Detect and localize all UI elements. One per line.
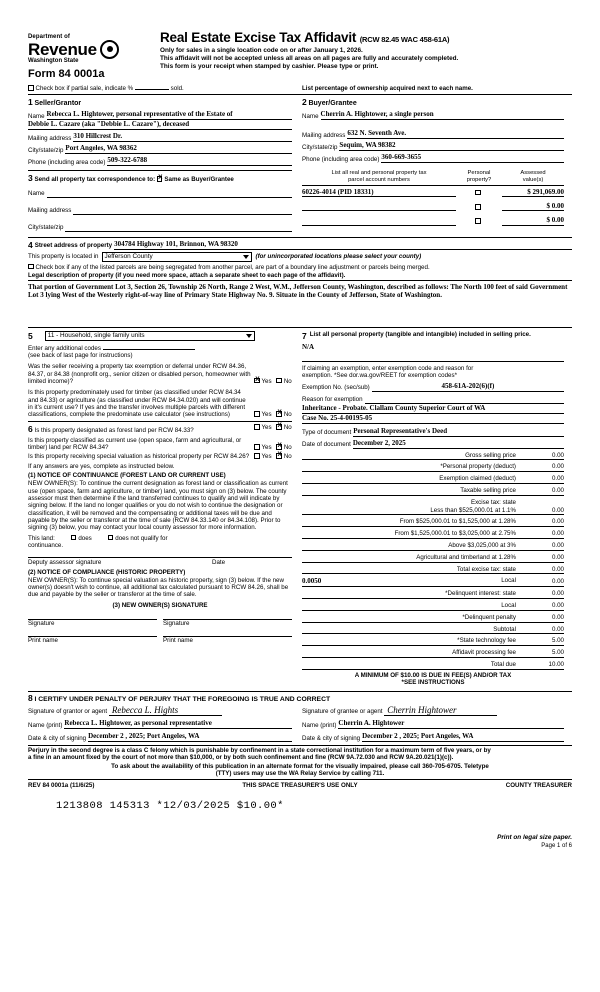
section-5-number: 5 bbox=[28, 330, 33, 341]
county-select-value: Jefferson County bbox=[104, 252, 153, 260]
assessed-value-input-1[interactable]: $ 291,069.00 bbox=[502, 188, 564, 197]
yes-label-4: Yes bbox=[261, 444, 272, 452]
section-8-title: I CERTIFY UNDER PENALTY OF PERJURY THAT THE FOREGOING IS TRUE AND CORRECT bbox=[34, 695, 331, 703]
tax-row-tier4-value[interactable]: 0.00 bbox=[516, 542, 564, 551]
tax-row-subtotal-value[interactable]: 0.00 bbox=[516, 626, 564, 635]
section-2-number: 2 bbox=[302, 96, 307, 107]
seller-exemption-question bbox=[28, 363, 292, 385]
seller-citystate-label: City/state/zip bbox=[28, 146, 64, 154]
timber-ag-question-body: Is this property predominately used for timber (as classified under RCW 84.34 and 84.33) or agriculture (as classified under RCW 84.34.020) and will continue in it's current use? If yes and the transfer involves multiple parcels with different classifications, complete the predominate use calculator (see instructions) bbox=[28, 389, 246, 419]
tax-row-total bbox=[302, 661, 564, 670]
continuance-heading: (1) NOTICE OF CONTINUANCE (FOREST LAND OR CURRENT USE) bbox=[28, 472, 226, 480]
perjury-line-2: a fine in an amount fixed by the court of not more than $10,000, or by both such confinement and fine (RCW 9A.72.030 and RCW 9A.20.021(1)(c)). bbox=[28, 754, 454, 762]
see-instructions-note: *SEE INSTRUCTIONS bbox=[401, 679, 465, 687]
page-title bbox=[160, 30, 572, 46]
seller-phone-input[interactable]: 509-322-6788 bbox=[107, 156, 292, 166]
tax-row-procfee bbox=[302, 649, 564, 658]
additional-codes-note: (see back of last page for instructions) bbox=[28, 351, 133, 359]
deputy-assessor-sig-label: Deputy assessor signature bbox=[28, 559, 102, 567]
grantor-date-input[interactable]: December 2 , 2025; Port Angeles, WA bbox=[88, 732, 292, 742]
corr-name-label: Name bbox=[28, 190, 45, 198]
county-row bbox=[28, 252, 572, 262]
corr-mailing-label: Mailing address bbox=[28, 207, 72, 215]
form-header bbox=[28, 30, 572, 81]
tax-row-gross bbox=[302, 452, 564, 461]
buyer-citystate-input[interactable]: Sequim, WA 98382 bbox=[339, 141, 564, 151]
local-rate-value[interactable]: 0.0050 bbox=[302, 577, 322, 586]
tax-row-tier2 bbox=[302, 518, 564, 527]
tax-row-subtotal-label: Subtotal bbox=[302, 626, 516, 635]
tax-row-exemption-value[interactable]: 0.00 bbox=[516, 475, 564, 484]
grantor-date-label: Date & city of signing bbox=[28, 734, 87, 742]
forest-land-question-text: Is this property designated as forest land per RCW 84.33? bbox=[34, 427, 194, 435]
parcel-number-input-2[interactable] bbox=[302, 202, 456, 211]
historic-compliance-paragraph: NEW OWNER(S): To continue special valuation as historic property, sign (3) below. If the new owner(s) doesn't wish to continue, all additional tax calculated pursuant to RCW 84.26, shall be due and payable by the seller or transferor at the time of sale. bbox=[28, 576, 289, 599]
tax-row-delint-local-label: Local bbox=[302, 602, 516, 611]
perjury-line-1: Perjury in the second degree is a class C felony which is punishable by confinement in a state correctional institution for a maximum term of five years, or by bbox=[28, 747, 491, 755]
parcel-row-2 bbox=[302, 202, 564, 211]
historic-answers bbox=[252, 453, 292, 460]
parties-section bbox=[28, 97, 572, 166]
section-3-and-parcels bbox=[28, 170, 572, 231]
grantor-date-row bbox=[28, 732, 292, 742]
timber-ag-answers bbox=[252, 411, 292, 418]
legal-description-input[interactable]: That portion of Government Lot 3, Section 26, Township 26 North, Range 2 West, W.M., Jefferson County, Washington, described as follows: The North 100 feet of said Government Lot 3 lying West of the Westerly right-of-way line of Primary State Highway No. 9. Situate in the County of Jefferson, State of Washington. bbox=[28, 280, 572, 328]
seller-name-input[interactable]: Rebecca L. Hightower, personal representative of the Estate of bbox=[47, 110, 292, 120]
use-and-price-section bbox=[28, 331, 572, 687]
seller-mailing-input[interactable]: 310 Hillcrest Dr. bbox=[73, 132, 292, 142]
section-6 bbox=[28, 421, 292, 644]
tax-row-tier1-value[interactable]: 0.00 bbox=[516, 507, 564, 516]
grantor-sig-row bbox=[28, 705, 292, 717]
corr-citystate-label: City/state/zip bbox=[28, 224, 64, 232]
perjury-line-4: (TTY) users may use the WA Relay Service by calling 711. bbox=[215, 770, 385, 778]
form-number: Form 84 0001a bbox=[28, 68, 105, 81]
exemption-instruction-b: exemption. *See dor.wa.gov/REET for exemption codes* bbox=[302, 372, 458, 380]
section-1-title: Seller/Grantor bbox=[34, 99, 82, 107]
section-3-title: Send all property tax correspondence to: bbox=[34, 176, 156, 184]
this-land-label: This land: bbox=[28, 534, 55, 542]
forest-land-yes-checkbox[interactable] bbox=[254, 424, 260, 430]
tax-row-delpenalty: *Delinquent penalty 0.00 bbox=[302, 614, 564, 623]
tax-row-personal-label: Personal property (deduct) bbox=[442, 463, 516, 471]
seller-name-input-2[interactable]: Debbie L. Cazare (aka "Debbie L. Cazare"), deceased bbox=[28, 120, 292, 130]
tax-row-techfee: *State technology fee 5.00 bbox=[302, 637, 564, 646]
no-label-1: No bbox=[283, 377, 292, 385]
section-8-number: 8 bbox=[28, 692, 33, 703]
county-note: (for unincorporated locations please select your county) bbox=[255, 252, 422, 260]
sold-label: sold. bbox=[170, 85, 184, 93]
tax-row-gross-label: Gross selling price bbox=[302, 452, 516, 461]
section-7-column bbox=[296, 331, 564, 687]
additional-codes-row bbox=[28, 345, 292, 352]
grantor-name-input[interactable]: Rebecca L. Hightower, as personal representative bbox=[64, 719, 292, 729]
segregation-note: Check box if any of the listed parcels are being segregated from another parcel, are part of a boundary line adjustment or parcels being merged. bbox=[35, 263, 430, 271]
page-title-ref: (RCW 82.45 WAC 458-61A) bbox=[359, 35, 450, 44]
seller-exemption-question-text: Was the seller receiving a property tax exemption or deferral under RCW 84.36, 84.37, or 84.38 (nonprofit org., senior citizen or disabled person, homeowner with limited income)? bbox=[28, 363, 251, 385]
buyer-mailing-label: Mailing address bbox=[302, 131, 346, 139]
land-does-not-qualify-checkbox[interactable] bbox=[108, 535, 114, 541]
revenue-label: Revenue bbox=[28, 40, 97, 60]
section-7-header bbox=[302, 331, 564, 341]
personal-prop-cell-2 bbox=[456, 204, 502, 211]
buyer-phone-label: Phone (including area code) bbox=[302, 155, 380, 163]
land-use-code-select[interactable] bbox=[45, 331, 255, 341]
partial-sale-checkbox[interactable] bbox=[28, 85, 34, 91]
tax-row-local-value[interactable]: 0.00 bbox=[516, 578, 564, 587]
perjury-notice bbox=[28, 745, 572, 777]
section-1-seller bbox=[28, 97, 296, 166]
section-1-number: 1 bbox=[28, 96, 33, 107]
new-owner-print-label-2: Print name bbox=[163, 636, 292, 644]
land-use-code-value: 11 - Household, single family units bbox=[47, 331, 145, 339]
doc-date-label: Date of document bbox=[302, 441, 351, 449]
tax-row-state-header bbox=[302, 499, 564, 507]
state-label: Washington State bbox=[28, 58, 79, 65]
tax-row-delpenalty-label: Delinquent penalty bbox=[464, 613, 516, 621]
revenue-swirl-icon bbox=[100, 40, 119, 59]
personal-property-checkbox-1[interactable] bbox=[475, 190, 481, 196]
county-select[interactable] bbox=[102, 252, 252, 262]
grantee-name-row bbox=[302, 719, 564, 729]
doc-type-input[interactable]: Personal Representative's Deed bbox=[353, 427, 564, 437]
form-instructions bbox=[160, 47, 572, 71]
street-address-input[interactable]: 304784 Highway 101, Brinnon, WA 98320 bbox=[114, 240, 572, 250]
same-as-buyer-checkbox[interactable] bbox=[157, 176, 163, 182]
land-does-qualify-checkbox[interactable] bbox=[71, 535, 77, 541]
tax-calculation-table bbox=[302, 452, 564, 687]
parcel-col1-header-a: List all real and personal property tax bbox=[331, 170, 427, 177]
tax-row-taxable bbox=[302, 487, 564, 496]
historic-question-text: Is this property receiving special valuation as historical property per RCW 84.26? bbox=[28, 453, 250, 461]
personal-prop-cell-3 bbox=[456, 218, 502, 225]
tax-row-agtimber bbox=[302, 554, 564, 563]
tax-row-local-left bbox=[302, 577, 516, 587]
tax-row-procfee-label: Affidavit processing fee bbox=[302, 649, 516, 658]
parcel-col2-header-a: Personal bbox=[467, 170, 491, 177]
tax-row-total-state-label: Total excise tax: state bbox=[302, 566, 516, 575]
historic-no-checkbox[interactable] bbox=[276, 453, 282, 459]
treasurer-space-label: THIS SPACE TREASURER'S USE ONLY bbox=[242, 782, 358, 790]
county-treasurer-label: COUNTY TREASURER bbox=[505, 782, 572, 790]
parcel-col1-header-b: parcel account numbers bbox=[348, 177, 410, 184]
tax-row-delint-state: *Delinquent interest: state 0.00 bbox=[302, 590, 564, 599]
seller-exemption-no-checkbox[interactable] bbox=[276, 378, 282, 384]
forest-land-answers bbox=[252, 424, 292, 434]
tax-row-tier3-label: From $1,525,000.01 to $3,025,000 at 2.75% bbox=[302, 530, 516, 539]
tax-row-delint-state-value[interactable]: 0.00 bbox=[516, 590, 564, 599]
section-2-title: Buyer/Grantee bbox=[308, 99, 357, 107]
grantor-name-row bbox=[28, 719, 292, 729]
forest-land-no-checkbox[interactable] bbox=[276, 424, 282, 430]
agency-logo bbox=[28, 30, 154, 81]
deputy-assessor-row bbox=[28, 557, 292, 566]
this-land-row bbox=[28, 535, 292, 542]
tax-row-exemption bbox=[302, 475, 564, 484]
corr-name-input[interactable] bbox=[47, 188, 292, 198]
new-owner-signature-heading: (3) NEW OWNER(S) SIGNATURE bbox=[112, 601, 208, 609]
corr-citystate-input[interactable] bbox=[65, 222, 292, 232]
doc-type-label: Type of document bbox=[302, 429, 352, 437]
tax-row-tier3 bbox=[302, 530, 564, 539]
parcel-table-header bbox=[302, 170, 564, 186]
personal-property-input[interactable]: N/A bbox=[302, 342, 315, 351]
no-label-3: No bbox=[283, 424, 292, 432]
dept-label: Department of bbox=[28, 34, 70, 40]
yes-label-3: Yes bbox=[261, 424, 272, 432]
tax-row-tier1-label: Less than $525,000.01 at 1.1% bbox=[302, 507, 516, 516]
revision-number: REV 84 0001a (11/6/25) bbox=[28, 782, 95, 790]
legal-description-label: Legal description of property (if you need more space, attach a separate sheet to each page of the affidavit). bbox=[28, 271, 346, 279]
section-2-buyer bbox=[296, 97, 564, 166]
tax-row-exemption-label: Exemption claimed (deduct) bbox=[302, 475, 516, 484]
exemption-code-row bbox=[302, 382, 564, 392]
section-8-header bbox=[28, 693, 572, 704]
same-as-buyer-label: Same as Buyer/Grantee bbox=[164, 176, 234, 184]
parcel-number-input-3[interactable] bbox=[302, 216, 456, 225]
yes-label-1: Yes bbox=[261, 377, 272, 385]
timber-ag-yes-checkbox[interactable] bbox=[254, 411, 260, 417]
grantee-sig-row bbox=[302, 705, 564, 717]
current-use-yes-checkbox[interactable] bbox=[254, 444, 260, 450]
exemption-code-input[interactable]: 458-61A-202(6)(f) bbox=[372, 382, 564, 392]
historic-question bbox=[28, 453, 292, 460]
tax-row-total-state bbox=[302, 566, 564, 575]
exemption-code-label: Exemption No. (sec/sub) bbox=[302, 384, 370, 392]
tax-row-subtotal bbox=[302, 626, 564, 635]
continuance-paragraph: NEW OWNER(S): To continue the current designation as forest land or classification as current use (open space, farm and agriculture, or timber) land, you must sign on (3) below. The county assessor must then determine if the land transferred continues to qualify and will indicate by signing below. If the land no longer qualifies or you do not wish to continue the designation or classification, it will be removed and the compensating or additional taxes will be due and payable by the seller or transferor at the time of sale (RCW 84.33.140 or 84.34.108). Prior to signing (3) below, you may contact your local county assessor for more information. bbox=[28, 480, 288, 532]
form-footer bbox=[28, 779, 572, 789]
personal-property-title-a: List all personal property (tangible and intangible) included in selling bbox=[309, 330, 513, 338]
seller-name-label: Name bbox=[28, 112, 45, 120]
section-7-number: 7 bbox=[302, 330, 307, 341]
county-label: This property is located in bbox=[28, 252, 99, 260]
tax-row-agtimber-label: Agricultural and timberland at 1.28% bbox=[302, 554, 516, 563]
doc-type-row bbox=[302, 427, 564, 437]
grantor-sig-label: Signature of grantor or agent bbox=[28, 707, 108, 715]
partial-sale-pct-input[interactable] bbox=[135, 89, 169, 90]
seller-phone-label: Phone (including area code) bbox=[28, 158, 106, 166]
tax-row-local-label: Local bbox=[501, 577, 516, 585]
grantee-date-label: Date & city of signing bbox=[302, 734, 361, 742]
section-3-correspondence bbox=[28, 170, 296, 231]
tax-row-total-label: Total due bbox=[302, 661, 516, 670]
personal-prop-cell-1 bbox=[456, 190, 502, 197]
new-owner-print-row bbox=[28, 636, 292, 644]
tax-row-delint-local-value[interactable]: 0.00 bbox=[516, 602, 564, 611]
deputy-assessor-date-label: Date bbox=[212, 559, 226, 567]
exemption-reason-label: Reason for exemption bbox=[302, 396, 363, 404]
tax-row-delint-state-label: Delinquent interest: state bbox=[447, 590, 516, 598]
parcel-col3-header-a: Assessed bbox=[520, 170, 546, 177]
street-address-label: Street address of property bbox=[34, 242, 113, 250]
exemption-reason-input-2[interactable]: Case No. 25-4-00195-05 bbox=[302, 414, 564, 424]
print-notes bbox=[28, 834, 572, 850]
tax-row-total-value[interactable]: 10.00 bbox=[516, 661, 564, 670]
tax-row-tier4 bbox=[302, 542, 564, 551]
grantee-date-row bbox=[302, 732, 564, 742]
buyer-citystate-label: City/state/zip bbox=[302, 143, 338, 151]
page-title-text: Real Estate Excise Tax Affidavit bbox=[160, 30, 357, 45]
exemption-instructions bbox=[302, 365, 564, 380]
section-8-certification bbox=[28, 691, 572, 743]
tax-row-tier4-label: Above $3,025,000 at 3% bbox=[302, 542, 516, 551]
tax-row-techfee-value[interactable]: 5.00 bbox=[516, 637, 564, 646]
grantee-name-label: Name (print) bbox=[302, 721, 337, 729]
affidavit-sheet bbox=[28, 30, 572, 950]
assessed-value-input-3[interactable]: $ 0.00 bbox=[502, 216, 564, 225]
partial-sale-row bbox=[28, 85, 572, 95]
parcel-row-1 bbox=[302, 188, 564, 197]
grantor-name-label: Name (print) bbox=[28, 721, 63, 729]
no-label-2: No bbox=[283, 411, 292, 419]
tax-row-tier3-value[interactable]: 0.00 bbox=[516, 530, 564, 539]
doc-date-row bbox=[302, 439, 564, 449]
partial-sale-label: Check box if partial sale, indicate % bbox=[35, 85, 134, 93]
parcel-row-3 bbox=[302, 216, 564, 225]
new-owner-sig-label-2: Signature bbox=[163, 619, 292, 627]
tax-row-techfee-label: State technology fee bbox=[459, 637, 516, 645]
grantee-signature-input[interactable]: Cherrin Hightower bbox=[384, 705, 497, 717]
does-not-label: does not qualify for bbox=[115, 534, 168, 542]
seller-exemption-yes-checkbox[interactable] bbox=[254, 378, 260, 384]
section-4-property bbox=[28, 237, 572, 328]
buyer-name-label: Name bbox=[302, 112, 319, 120]
partial-sale-group[interactable] bbox=[28, 85, 296, 92]
no-label-4: No bbox=[283, 444, 292, 452]
instruction-line-1: Only for sales in a single location code on or after January 1, 2026. bbox=[160, 47, 363, 55]
grantee-date-input[interactable]: December 2 , 2025; Port Angeles, WA bbox=[362, 732, 564, 742]
additional-codes-input[interactable] bbox=[103, 349, 195, 350]
grantee-signature-block bbox=[296, 705, 564, 743]
corr-mailing-input[interactable] bbox=[73, 205, 292, 215]
tax-row-taxable-label: Taxable selling price bbox=[302, 487, 516, 496]
treasurer-stamp: 1213808 145313 *12/03/2025 $10.00* bbox=[56, 799, 284, 812]
buyer-phone-input[interactable]: 360-669-3655 bbox=[381, 153, 564, 163]
tax-row-state-header-label: Excise tax: state bbox=[470, 498, 516, 506]
personal-property-line bbox=[302, 351, 564, 362]
new-owner-sig-label-1: Signature bbox=[28, 619, 157, 627]
if-any-yes-note: If any answers are yes, complete as instructed below. bbox=[28, 462, 175, 470]
personal-property-title-b: price. bbox=[514, 330, 531, 338]
exemption-reason-row-3 bbox=[302, 414, 564, 424]
exemption-reason-row bbox=[302, 394, 564, 404]
seller-mailing-label: Mailing address bbox=[28, 134, 72, 142]
additional-codes-label: Enter any additional codes bbox=[28, 344, 101, 352]
parcel-number-input-1[interactable]: 60226-4014 (PID 18331) bbox=[302, 188, 456, 197]
tax-row-procfee-value[interactable]: 5.00 bbox=[516, 649, 564, 658]
seller-exemption-answers bbox=[252, 378, 292, 385]
doc-date-input[interactable]: December 2, 2025 bbox=[353, 439, 564, 449]
tax-row-agtimber-value[interactable]: 0.00 bbox=[516, 554, 564, 563]
tax-row-personal: *Personal property (deduct) 0.00 bbox=[302, 463, 564, 472]
tax-row-taxable-value[interactable]: 0.00 bbox=[516, 487, 564, 496]
grantee-sig-label: Signature of grantee or agent bbox=[302, 707, 383, 715]
tax-row-tier2-label: From $525,000.01 to $1,525,000 at 1.28% bbox=[302, 518, 516, 527]
timber-ag-no-checkbox[interactable] bbox=[276, 411, 282, 417]
section-4-number: 4 bbox=[28, 239, 33, 250]
exemption-instruction-a: If claiming an exemption, enter exemption code and reason for bbox=[302, 364, 474, 372]
forest-land-question bbox=[28, 424, 292, 434]
new-owner-sig-row bbox=[28, 619, 292, 627]
segregation-row bbox=[28, 264, 572, 271]
timber-ag-question-text bbox=[28, 389, 252, 418]
section-6-number: 6 bbox=[28, 424, 33, 435]
instruction-line-3: This form is your receipt when stamped by cashier. Please type or print. bbox=[160, 63, 379, 71]
parcel-table bbox=[296, 170, 564, 231]
section-5-header bbox=[28, 331, 292, 341]
perjury-line-3: To ask about the availability of this publication in an alternate format for the visually impaired, please call 360-705-6705. Teletype bbox=[111, 762, 489, 770]
exemption-reason-spacer bbox=[365, 394, 564, 404]
parcel-col2-header-b: property? bbox=[466, 177, 492, 184]
minimum-due-note: A MINIMUM OF $10.00 IS DUE IN FEE(S) AND/OR TAX bbox=[354, 671, 512, 679]
historic-compliance-heading: (2) NOTICE OF COMPLIANCE (HISTORIC PROPERTY) bbox=[28, 569, 186, 577]
tax-row-gross-value[interactable]: 0.00 bbox=[516, 452, 564, 461]
segregation-checkbox[interactable] bbox=[28, 264, 34, 270]
exemption-reason-input[interactable]: Inheritance - Probate. Clallam County Superior Court of WA bbox=[302, 404, 564, 414]
exemption-reason-row-2 bbox=[302, 404, 564, 414]
yes-label-5: Yes bbox=[261, 453, 272, 461]
new-owner-print-label-1: Print name bbox=[28, 636, 157, 644]
ownership-note: List percentage of ownership acquired next to each name. bbox=[302, 85, 473, 93]
continuance-word: continuance. bbox=[28, 541, 64, 549]
current-use-question bbox=[28, 437, 292, 452]
tax-row-tier2-value[interactable]: 0.00 bbox=[516, 518, 564, 527]
legal-size-note: Print on legal size paper. bbox=[497, 834, 572, 842]
buyer-mailing-input[interactable]: 632 N. Seventh Ave. bbox=[347, 129, 564, 139]
no-label-5: No bbox=[283, 453, 292, 461]
buyer-name-input[interactable]: Cherrin A. Hightower, a single person bbox=[321, 110, 564, 120]
chevron-down-icon bbox=[243, 255, 249, 259]
tax-row-delint-local bbox=[302, 602, 564, 611]
section-3-number: 3 bbox=[28, 173, 33, 184]
does-label: does bbox=[78, 534, 92, 542]
tax-row-tier1 bbox=[302, 507, 564, 516]
grantor-signature-block bbox=[28, 705, 296, 743]
personal-property-checkbox-3[interactable] bbox=[475, 218, 481, 224]
grantee-name-input[interactable]: Cherrin A. Hightower bbox=[338, 719, 564, 729]
timber-ag-question bbox=[28, 389, 292, 418]
instruction-line-2: This affidavit will not be accepted unless all areas on all pages are fully and accurately completed. bbox=[160, 55, 459, 63]
parcel-col3-header-b: value(s) bbox=[522, 177, 544, 184]
tax-row-local bbox=[302, 577, 564, 587]
tax-row-total-state-value[interactable]: 0.00 bbox=[516, 566, 564, 575]
section-5-6-column bbox=[28, 331, 296, 687]
page-number: Page 1 of 6 bbox=[541, 842, 572, 849]
yes-label-2: Yes bbox=[261, 411, 272, 419]
tax-row-personal-value[interactable]: 0.00 bbox=[516, 463, 564, 472]
current-use-answers bbox=[252, 444, 292, 451]
historic-yes-checkbox[interactable] bbox=[254, 453, 260, 459]
tax-row-delpenalty-value[interactable]: 0.00 bbox=[516, 614, 564, 623]
assessed-value-input-2[interactable]: $ 0.00 bbox=[502, 202, 564, 211]
signature-block bbox=[28, 705, 572, 743]
grantor-signature-input[interactable]: Rebecca L. Hights bbox=[109, 705, 222, 717]
personal-property-checkbox-2[interactable] bbox=[475, 204, 481, 210]
current-use-question-text: Is this property classified as current use (open space, farm and agricultural, or timber) land per RCW 84.34? bbox=[28, 436, 242, 452]
chevron-down-icon-2 bbox=[246, 334, 252, 338]
current-use-no-checkbox[interactable] bbox=[276, 444, 282, 450]
seller-citystate-input[interactable]: Port Angeles, WA 98362 bbox=[65, 144, 292, 154]
